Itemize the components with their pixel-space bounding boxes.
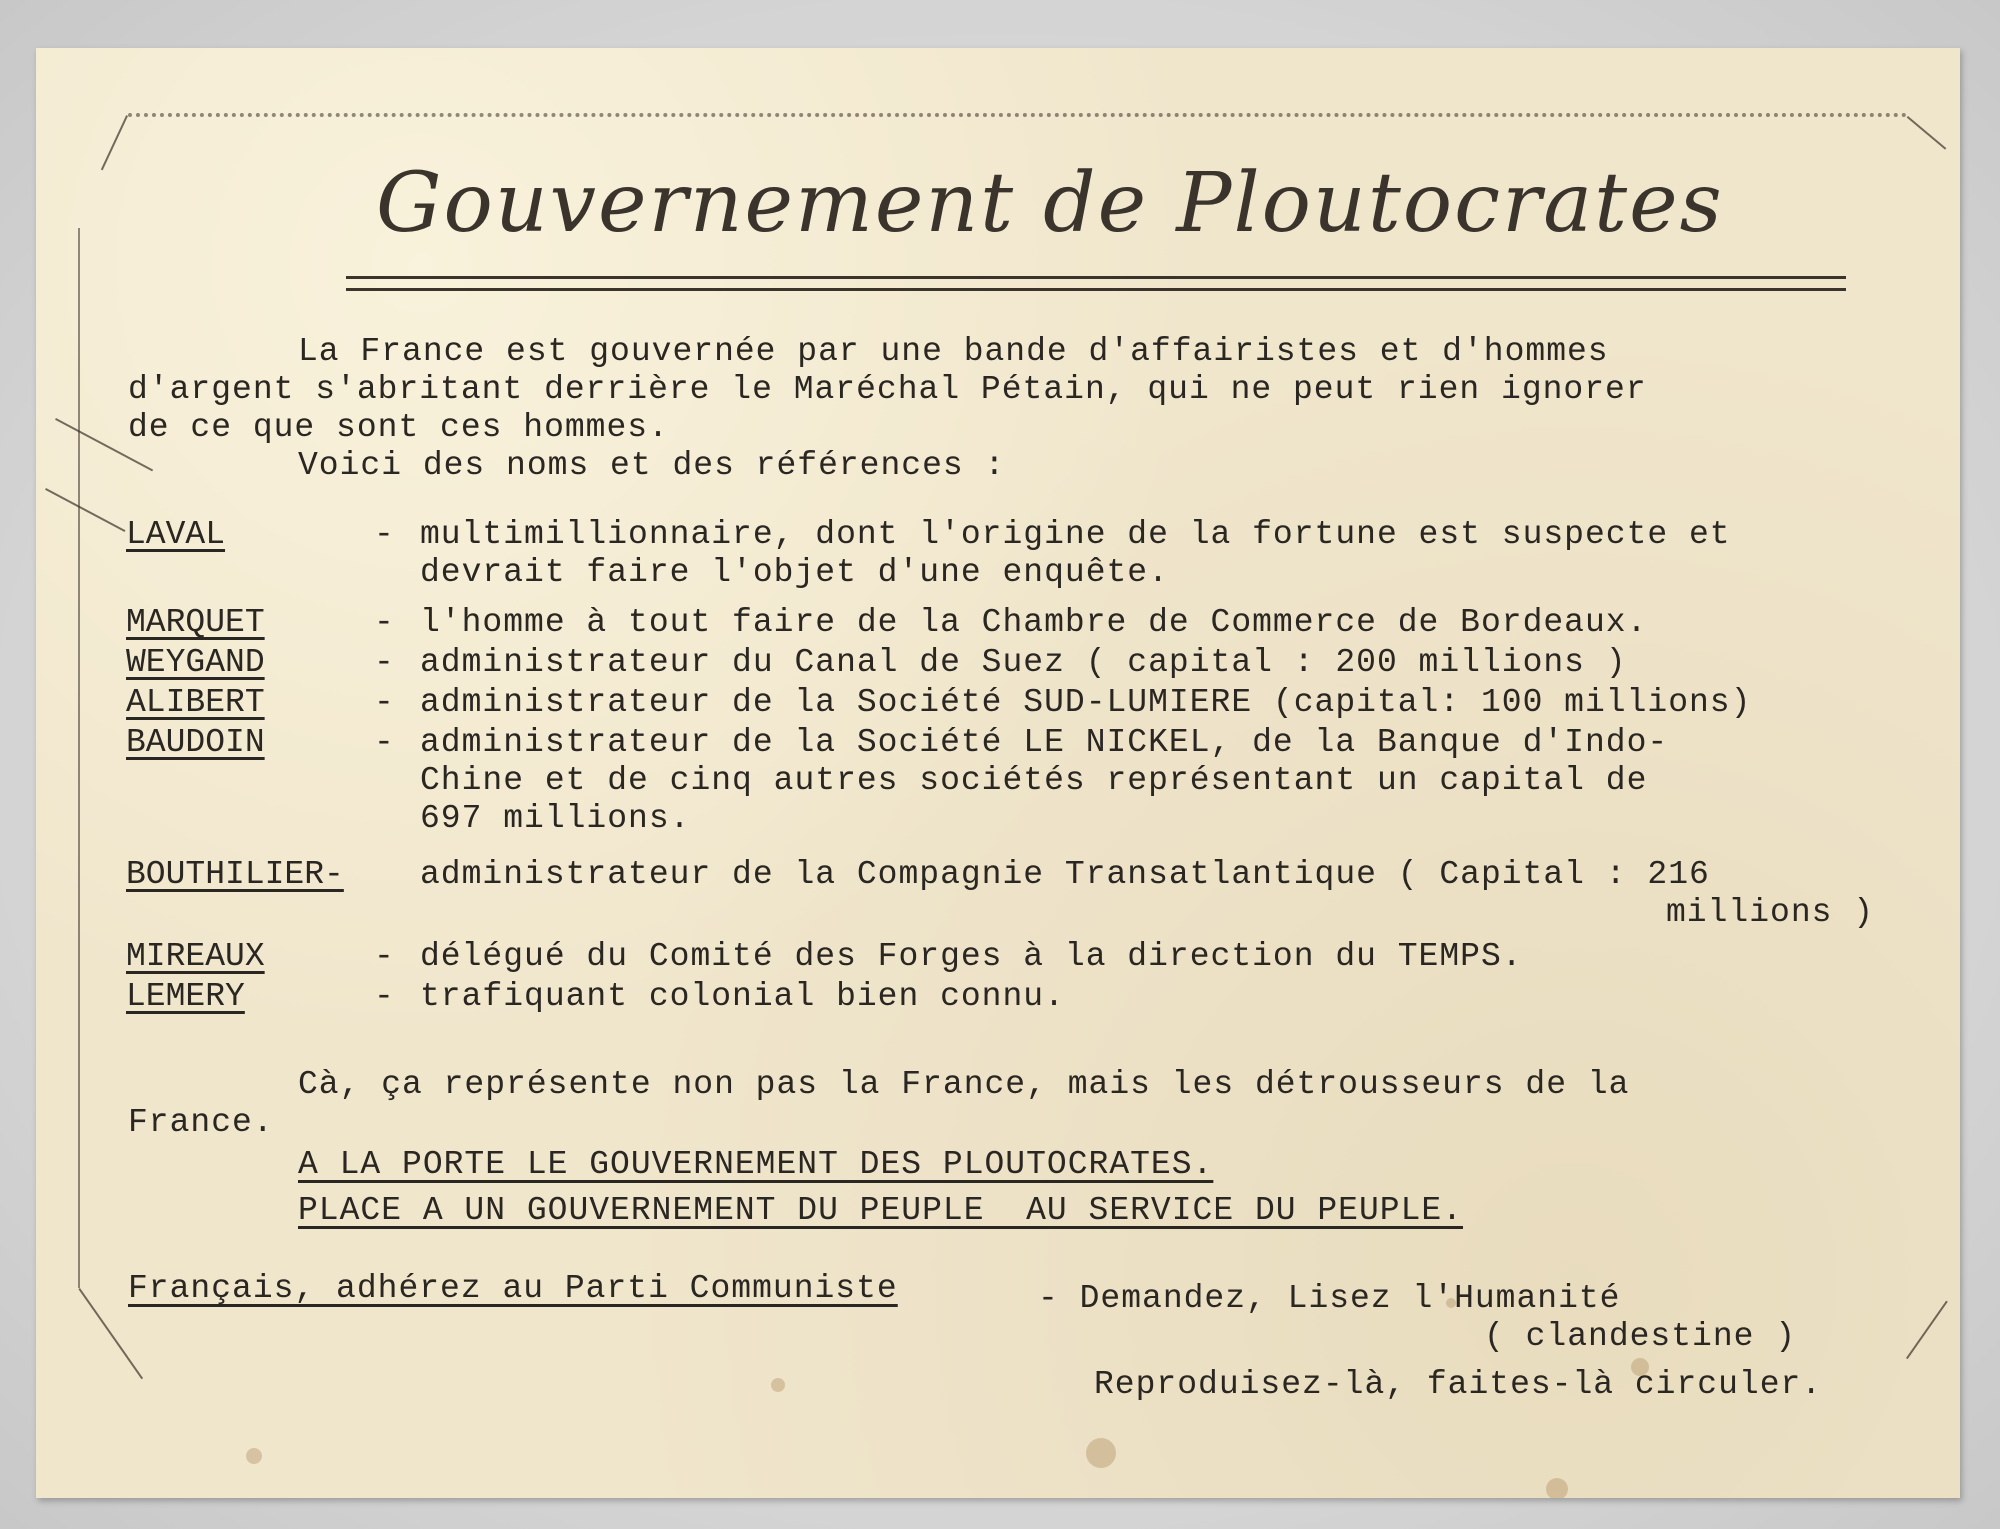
intro-line: d'argent s'abritant derrière le Maréchal Pétain, qui ne peut rien ignorer: [128, 371, 1647, 408]
dotted-frame-top: [128, 113, 1908, 117]
entry-description: Chine et de cinq autres sociétés représentant un capital de: [420, 762, 1648, 799]
intro-line: Voici des noms et des références :: [298, 447, 1006, 484]
typewritten-tract: [36, 48, 1960, 1498]
document-title: Gouvernement de Ploutocrates: [376, 156, 1724, 251]
footer-demand: - Demandez, Lisez l'Humanité: [1038, 1280, 1621, 1317]
entry-name: WEYGAND: [126, 644, 265, 681]
entry-name: LAVAL: [126, 516, 226, 553]
footer-reproduce: Reproduisez-là, faites-là circuler.: [1094, 1366, 1823, 1403]
entry-description: multimillionnaire, dont l'origine de la fortune est suspecte et: [420, 516, 1731, 553]
entry-name: BOUTHILIER-: [126, 856, 344, 893]
intro-line: de ce que sont ces hommes.: [128, 409, 669, 446]
entry-description: l'homme à tout faire de la Chambre de Commerce de Bordeaux.: [420, 604, 1648, 641]
entry-dash: -: [374, 516, 394, 553]
title-underline: [346, 288, 1846, 291]
entry-dash: -: [374, 644, 394, 681]
conclusion-line: France.: [128, 1104, 274, 1141]
conclusion-line: Cà, ça représente non pas la France, mais les détrousseurs de la: [298, 1066, 1630, 1103]
entry-dash: -: [374, 604, 394, 641]
entry-description: millions ): [1666, 894, 1875, 931]
paper-stain: [771, 1378, 785, 1392]
footer-clandestine: ( clandestine ): [1484, 1318, 1797, 1355]
pencil-mark: [45, 488, 125, 532]
entry-name: BAUDOIN: [126, 724, 265, 761]
title-underline: [346, 276, 1846, 279]
entry-description: devrait faire l'objet d'une enquête.: [420, 554, 1169, 591]
paper-stain: [246, 1448, 262, 1464]
slogan-line: A LA PORTE LE GOUVERNEMENT DES PLOUTOCRATES.: [298, 1146, 1214, 1183]
entry-description: administrateur de la Société LE NICKEL, de la Banque d'Indo-: [420, 724, 1669, 761]
slogan-line: PLACE A UN GOUVERNEMENT DU PEUPLE AU SERVICE DU PEUPLE.: [298, 1192, 1463, 1229]
entry-dash: -: [374, 938, 394, 975]
entry-description: délégué du Comité des Forges à la direction du TEMPS.: [420, 938, 1523, 975]
frame-corner-mark: [1907, 116, 1947, 150]
frame-left-border: [78, 228, 80, 1288]
entry-name: LEMERY: [126, 978, 245, 1015]
frame-corner-mark: [101, 115, 128, 170]
paper-stain: [1546, 1478, 1568, 1498]
paper-stain: [1086, 1438, 1116, 1468]
footer-call-to-join: Français, adhérez au Parti Communiste: [128, 1270, 898, 1307]
frame-corner-mark: [1906, 1301, 1948, 1359]
entry-dash: -: [374, 684, 394, 721]
entry-name: MIREAUX: [126, 938, 265, 975]
entry-dash: -: [374, 724, 394, 761]
entry-name: MARQUET: [126, 604, 265, 641]
entry-description: administrateur du Canal de Suez ( capital : 200 millions ): [420, 644, 1627, 681]
entry-name: ALIBERT: [126, 684, 265, 721]
entry-description: trafiquant colonial bien connu.: [420, 978, 1065, 1015]
intro-line: La France est gouvernée par une bande d'affairistes et d'hommes: [298, 333, 1609, 370]
entry-description: administrateur de la Compagnie Transatlantique ( Capital : 216: [420, 856, 1710, 893]
entry-description: 697 millions.: [420, 800, 691, 837]
entry-dash: -: [374, 978, 394, 1015]
entry-description: administrateur de la Société SUD-LUMIERE (capital: 100 millions): [420, 684, 1752, 721]
